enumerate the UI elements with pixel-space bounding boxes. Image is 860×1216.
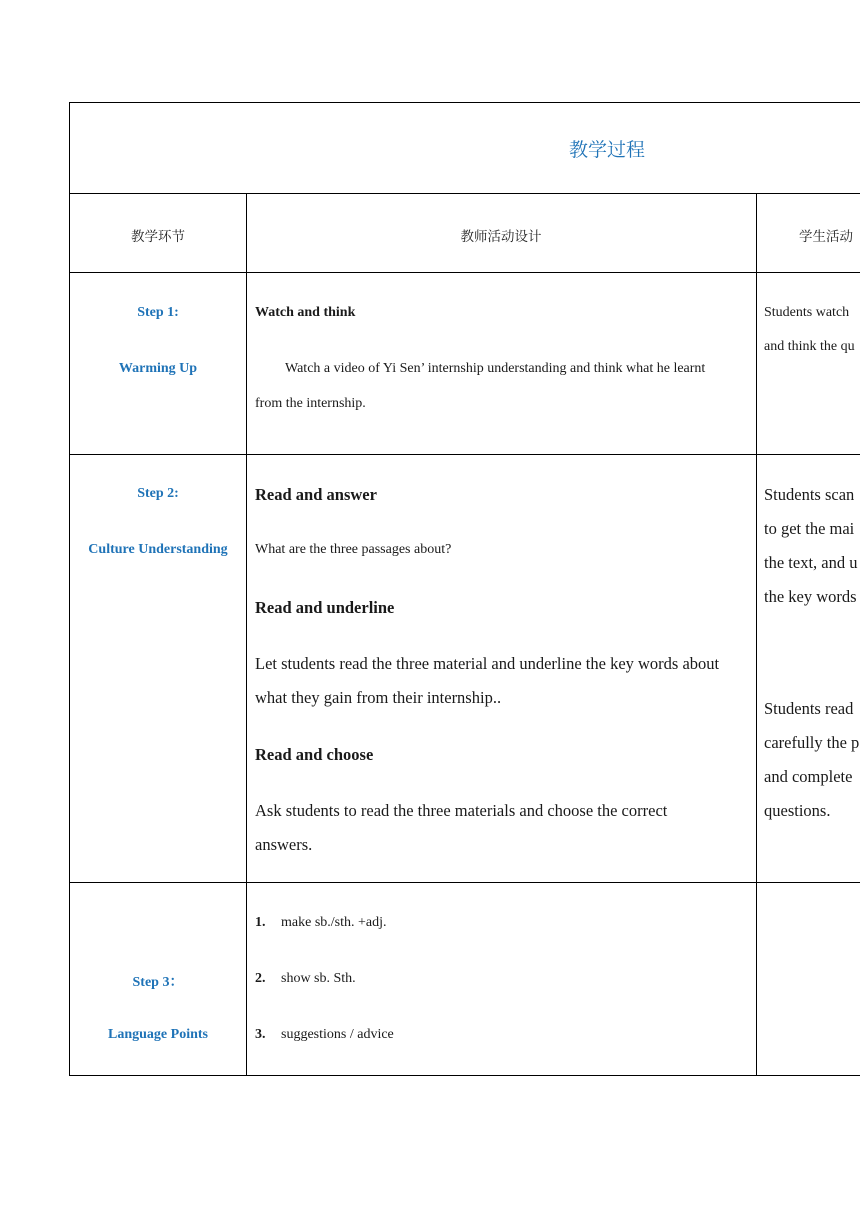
table-col-divider-1	[246, 193, 247, 1076]
step-2-label: Step 2:	[137, 486, 179, 501]
language-point-text: make sb./sth. +adj.	[281, 915, 387, 930]
step-2-student-a-line-4: the key words	[764, 587, 857, 606]
step-2-choose-line-1: Ask students to read the three materials and choose the correct	[255, 801, 668, 820]
table-rule-header	[70, 272, 860, 273]
step-1-student-line-1: Students watch	[764, 305, 850, 320]
step-2-student-b-line-4: questions.	[764, 801, 831, 820]
step-2-heading-choose: Read and choose	[255, 745, 374, 764]
table-rule-step1	[70, 454, 860, 455]
table-title: 教学过程	[569, 139, 646, 161]
language-point-text: show sb. Sth.	[281, 971, 356, 986]
table-rule-title	[70, 193, 860, 194]
language-point-text: suggestions / advice	[281, 1027, 394, 1042]
step-1-teacher-line-1: Watch a video of Yi Sen’ internship understanding and think what he learnt	[285, 361, 706, 376]
step-1-name: Warming Up	[118, 361, 198, 376]
table-border-bottom	[70, 1075, 860, 1076]
step-1-label: Step 1:	[137, 305, 179, 320]
step-2-name: Culture Understanding	[88, 542, 228, 557]
step-2-student-a-line-2: to get the mai	[764, 519, 855, 538]
step-2-heading-answer: Read and answer	[255, 485, 377, 504]
step-2-student-b-line-1: Students read	[764, 699, 854, 718]
step-2-underline-line-2: what they gain from their internship..	[255, 688, 502, 707]
step-1-teacher-line-2: from the internship.	[255, 396, 366, 411]
step-3-label: Step 3：	[132, 975, 184, 990]
step-2-student-b-line-3: and complete	[764, 767, 853, 786]
step-2-student-a-line-1: Students scan	[764, 485, 855, 504]
step-3-name: Language Points	[108, 1027, 208, 1042]
column-header-student: 学生活动	[799, 229, 853, 245]
step-2-underline-line-1: Let students read the three material and underline the key words about	[255, 654, 720, 673]
language-point-number: 2.	[255, 971, 266, 986]
column-header-step: 教学环节	[131, 229, 185, 245]
step-2-student-a-line-3: the text, and u	[764, 553, 858, 572]
step-1-teacher-heading: Watch and think	[255, 305, 356, 320]
step-2-student-b-line-2: carefully the p	[764, 733, 860, 752]
table-col-divider-2	[756, 193, 757, 1076]
table-border-top	[70, 102, 860, 103]
step-2-heading-underline: Read and underline	[255, 598, 395, 617]
column-header-teacher: 教师活动设计	[460, 229, 542, 245]
table-rule-step2	[70, 882, 860, 883]
step-1-student-line-2: and think the qu	[764, 339, 855, 354]
step-2-question: What are the three passages about?	[255, 542, 452, 557]
table-border-left	[69, 102, 70, 1076]
language-point-number: 1.	[255, 915, 266, 930]
language-point-number: 3.	[255, 1027, 266, 1042]
step-2-choose-line-2: answers.	[255, 835, 313, 854]
